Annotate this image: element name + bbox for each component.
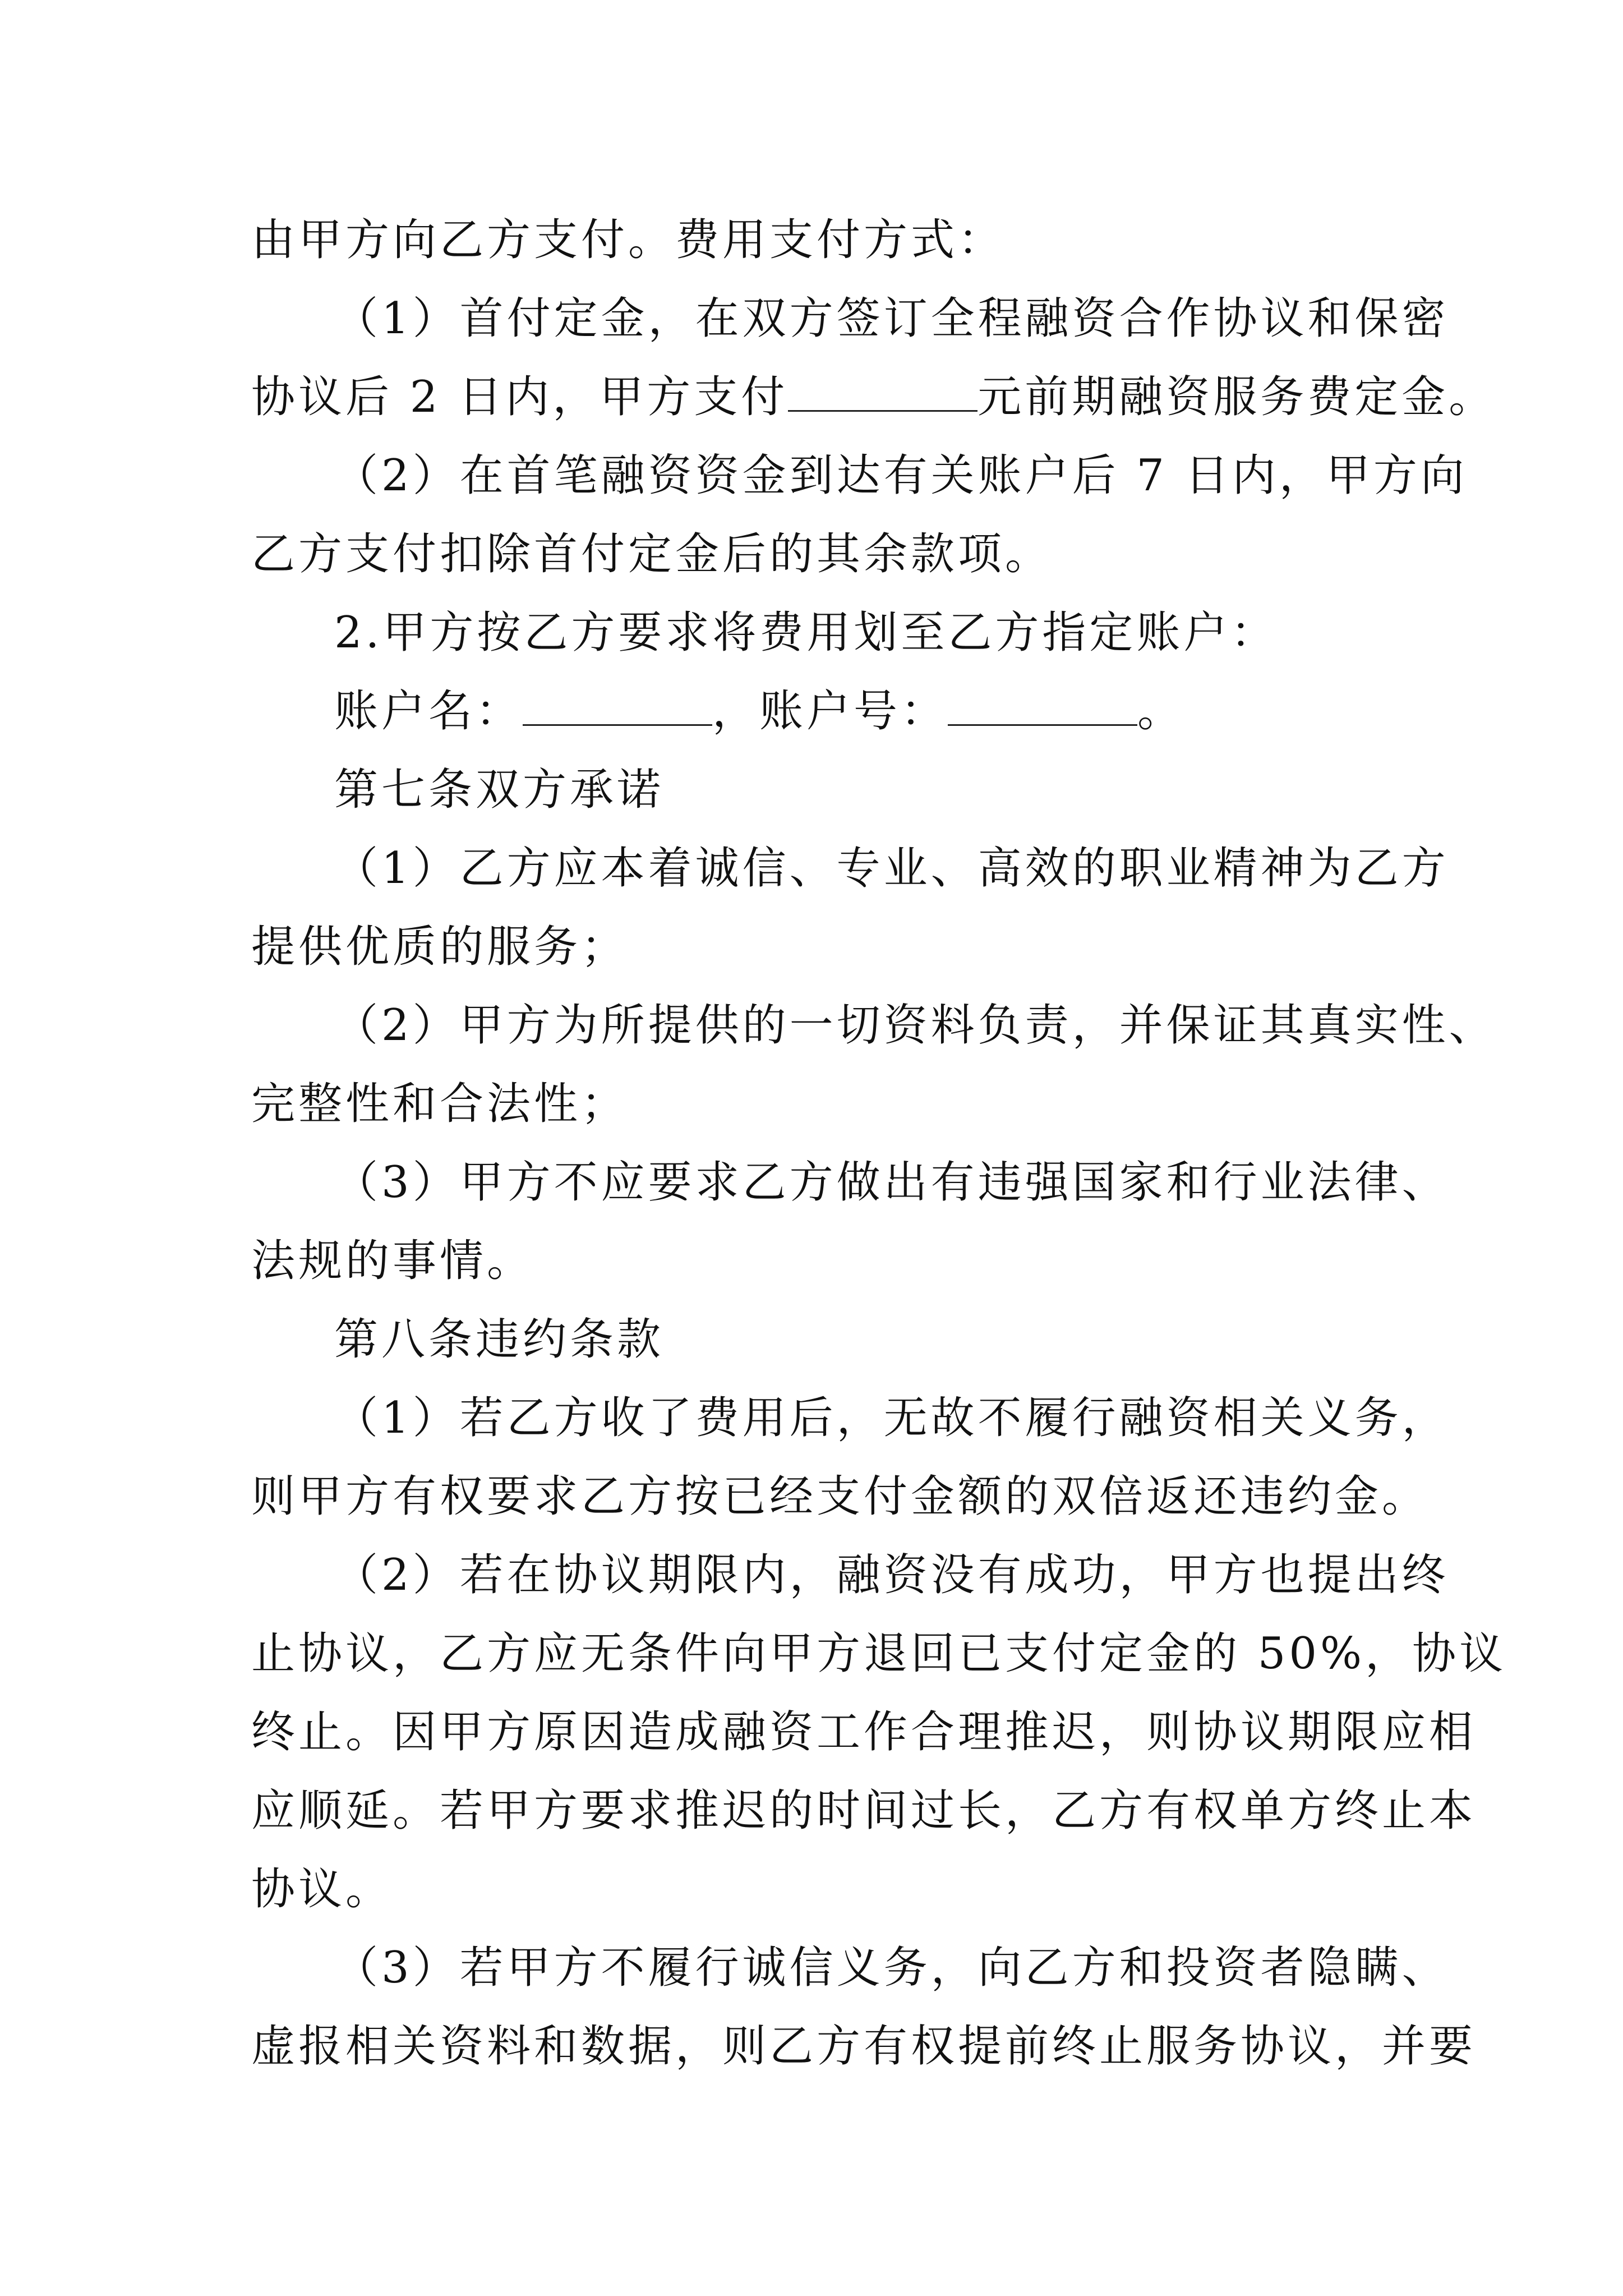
paragraph-line-7 [334,683,1184,739]
fill-in-blank-amount[interactable] [788,371,978,412]
paragraph-line-3 [251,369,1496,425]
fill-in-blank-account-number[interactable] [948,685,1137,726]
text-segment: ，账户号： [712,686,948,737]
paragraph-line-17: 止协议，乙方应无条件向甲方退回已支付定金的 50%，协议 [251,1628,1507,1679]
text-segment: 协议后 2 日内，甲方支付 [251,372,789,422]
text-segment: 账户名： [334,686,523,737]
paragraph-line-13: 法规的事情。 [251,1236,534,1286]
fill-in-blank-account-name[interactable] [523,685,712,726]
section-heading-article-8: 第八条违约条款 [334,1314,665,1365]
paragraph-line-22: 虚报相关资料和数据，则乙方有权提前终止服务协议，并要 [251,2021,1477,2072]
text-segment: 。 [1137,686,1185,737]
section-heading-article-7: 第七条双方承诺 [334,765,665,815]
paragraph-line-18: 终止。因甲方原因造成融资工作合理推迟，则协议期限应相 [251,1707,1477,1757]
paragraph-line-8: （1）乙方应本着诚信、专业、高效的职业精神为乙方 [334,843,1449,894]
paragraph-line-15: 则甲方有权要求乙方按已经支付金额的双倍返还违约金。 [251,1471,1430,1522]
paragraph-line-2: （1）首付定金，在双方签订全程融资合作协议和保密 [334,293,1449,344]
paragraph-line-10: （2）甲方为所提供的一切资料负责，并保证其真实性、 [334,1000,1496,1051]
paragraph-line-5: 乙方支付扣除首付定金后的其余款项。 [251,529,1053,579]
paragraph-line-1: 由甲方向乙方支付。费用支付方式： [251,215,1006,265]
paragraph-line-12: （3）甲方不应要求乙方做出有违强国家和行业法律、 [334,1157,1449,1208]
paragraph-line-4: （2）在首笔融资资金到达有关账户后 7 日内，甲方向 [334,450,1468,501]
paragraph-line-6: 2.甲方按乙方要求将费用划至乙方指定账户： [334,608,1278,658]
paragraph-line-19: 应顺延。若甲方要求推迟的时间过长，乙方有权单方终止本 [251,1786,1477,1836]
paragraph-line-9: 提供优质的服务； [251,922,629,972]
paragraph-line-14: （1）若乙方收了费用后，无故不履行融资相关义务， [334,1393,1449,1443]
paragraph-line-16: （2）若在协议期限内，融资没有成功，甲方也提出终 [334,1550,1449,1600]
paragraph-line-21: （3）若甲方不履行诚信义务，向乙方和投资者隐瞒、 [334,1943,1449,1993]
paragraph-line-11: 完整性和合法性； [251,1079,629,1129]
paragraph-line-20: 协议。 [251,1864,393,1915]
text-segment: 元前期融资服务费定金。 [978,372,1496,422]
